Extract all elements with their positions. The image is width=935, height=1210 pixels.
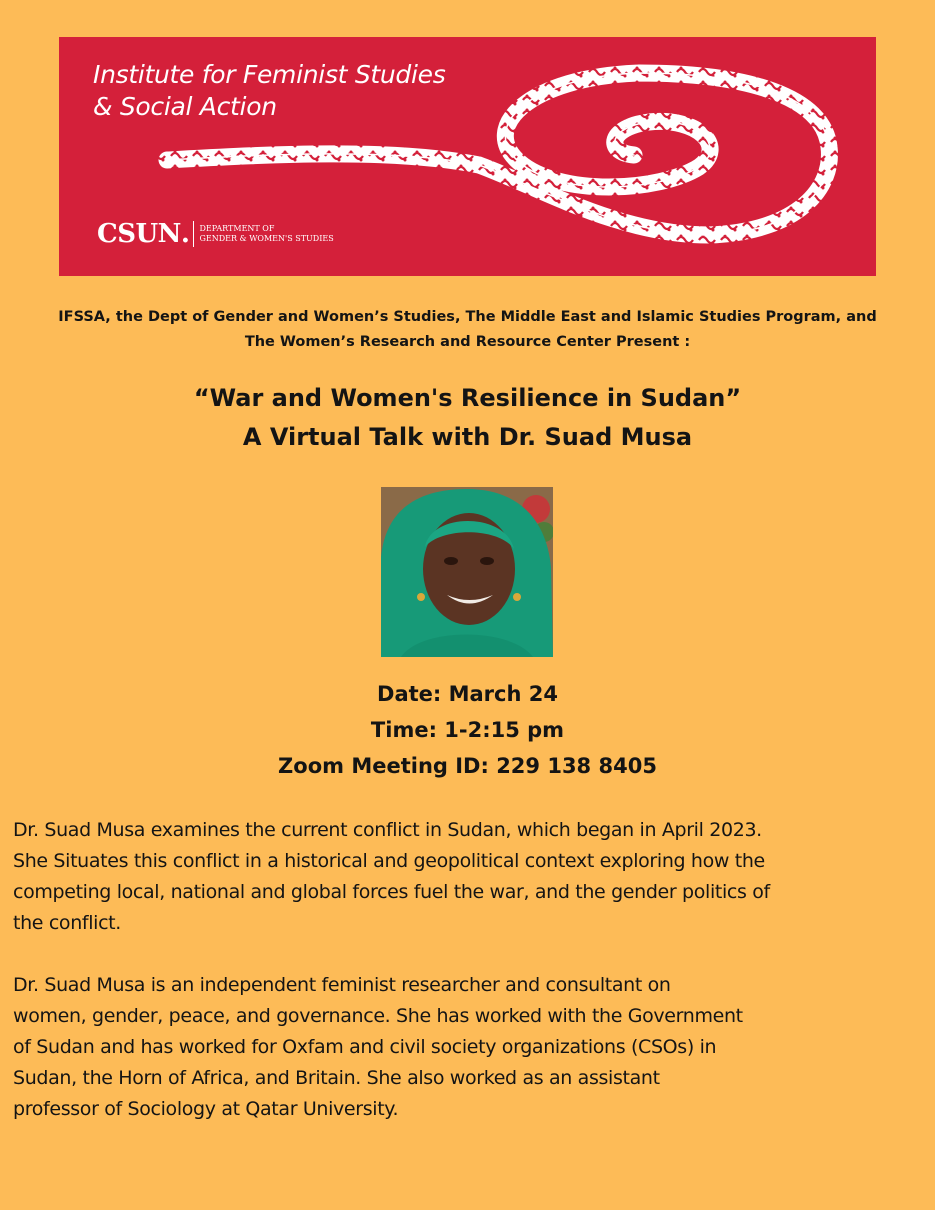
bio-line: women, gender, peace, and governance. She has worked with the Government bbox=[13, 1005, 743, 1027]
csun-logo bbox=[97, 219, 334, 249]
talk-title: “War and Women's Resilience in Sudan” bbox=[193, 384, 742, 412]
csun-period: . bbox=[180, 219, 190, 249]
talk-subtitle: A Virtual Talk with Dr. Suad Musa bbox=[242, 423, 693, 451]
department-line1: DEPARTMENT OF bbox=[199, 224, 275, 233]
institute-title-line1: Institute for Feminist Studies bbox=[93, 60, 446, 89]
institute-title-line2: & Social Action bbox=[93, 92, 277, 121]
institute-title bbox=[93, 59, 445, 123]
description-line: She Situates this conflict in a historical and geopolitical context exploring how the bbox=[13, 850, 765, 872]
bio-line: of Sudan and has worked for Oxfam and civil society organizations (CSOs) in bbox=[13, 1036, 717, 1058]
department-name bbox=[199, 224, 333, 244]
description-line: Dr. Suad Musa examines the current conflict in Sudan, which began in April 2023. bbox=[13, 819, 762, 841]
bio-line: Sudan, the Horn of Africa, and Britain. She also worked as an assistant bbox=[13, 1067, 660, 1089]
presenters-line1: IFSSA, the Dept of Gender and Women’s Studies, The Middle East and Islamic Studies Program, and bbox=[58, 309, 877, 325]
institute-banner bbox=[59, 37, 876, 276]
presenters-line2: The Women’s Research and Resource Center Present : bbox=[244, 334, 691, 350]
speaker-portrait bbox=[381, 487, 553, 657]
description-line: competing local, national and global forces fuel the war, and the gender politics of bbox=[13, 881, 770, 903]
bio-line: professor of Sociology at Qatar University. bbox=[13, 1098, 399, 1120]
department-line2: GENDER & WOMEN'S STUDIES bbox=[199, 234, 334, 243]
zoom-meeting-id: Zoom Meeting ID: 229 138 8405 bbox=[278, 754, 657, 778]
logo-divider bbox=[193, 221, 194, 247]
description-line: the conflict. bbox=[13, 912, 121, 934]
csun-wordmark: CSUN bbox=[97, 219, 181, 249]
presenters-text bbox=[0, 305, 935, 355]
speaker-photo bbox=[381, 487, 553, 657]
event-date: Date: March 24 bbox=[377, 682, 558, 706]
talk-description bbox=[13, 815, 923, 939]
event-details bbox=[0, 676, 935, 784]
talk-heading bbox=[0, 379, 935, 457]
bio-line: Dr. Suad Musa is an independent feminist researcher and consultant on bbox=[13, 974, 671, 996]
speaker-bio bbox=[13, 970, 923, 1125]
event-time: Time: 1-2:15 pm bbox=[370, 718, 565, 742]
